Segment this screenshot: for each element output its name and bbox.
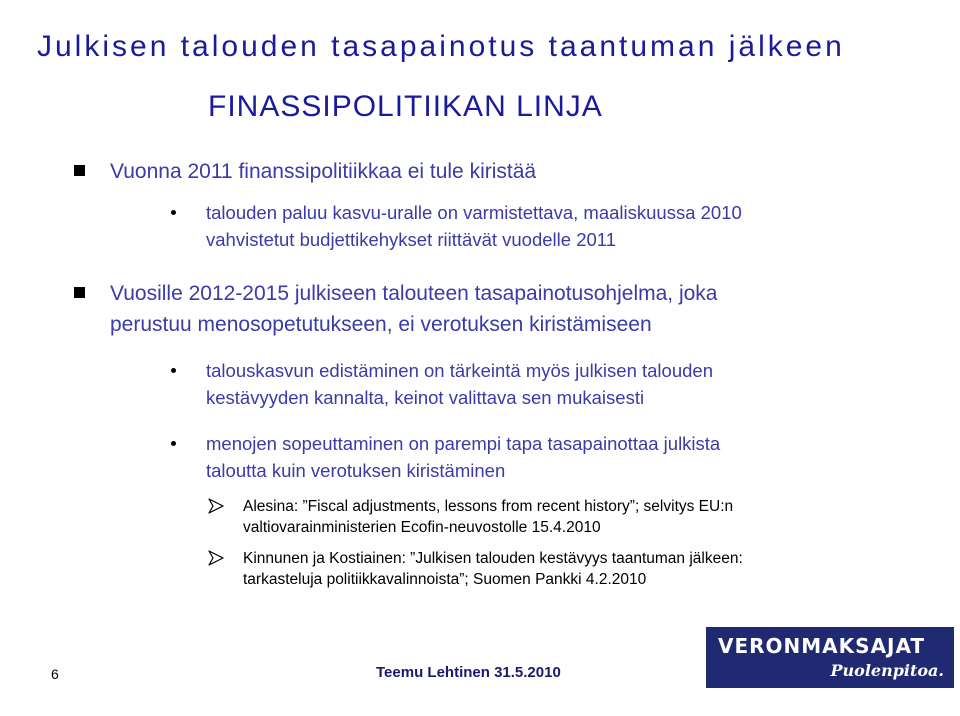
reference-2 (243, 548, 923, 590)
veronmaksajat-logo (706, 627, 954, 688)
slide-subtitle: FINASSIPOLITIIKAN LINJA (208, 90, 603, 123)
square-bullet-icon (74, 165, 85, 176)
round-bullet-icon (171, 210, 176, 215)
footer-author-date: Teemu Lehtinen 31.5.2010 (376, 664, 561, 681)
sub-bullet-2-2-line-1: menojen sopeuttaminen on parempi tapa tasapainottaa julkista (206, 433, 721, 454)
arrow-bullet-icon (207, 497, 225, 515)
sub-bullet-2-1-line-1: talouskasvun edistäminen on tärkeintä myös julkisen talouden (206, 360, 713, 381)
sub-bullet-2-1-line-2: kestävyyden kannalta, keinot valittava sen mukaisesti (206, 387, 645, 408)
round-bullet-icon (171, 368, 176, 373)
bullet-item-1-line-1: Vuonna 2011 finanssipolitiikkaa ei tule kiristää (110, 160, 537, 183)
sub-bullet-2-2-line-2: taloutta kuin verotuksen kiristäminen (206, 460, 506, 481)
sub-bullet-1-1-line-1: talouden paluu kasvu-uralle on varmistettava, maaliskuussa 2010 (206, 202, 742, 223)
slide-title: Julkisen talouden tasapainotus taantuman jälkeen (37, 30, 845, 63)
sub-bullet-1-1 (206, 199, 906, 253)
bullet-item-1 (110, 156, 890, 187)
reference-2-line-1: Kinnunen ja Kostiainen: ”Julkisen talouden kestävyys taantuman jälkeen: (243, 550, 743, 567)
bullet-item-2-line-1: Vuosille 2012-2015 julkiseen talouteen tasapainotusohjelma, joka (110, 282, 718, 305)
reference-1 (243, 496, 923, 538)
bullet-item-2 (110, 278, 890, 340)
logo-tagline: Puolenpitoa. (830, 661, 944, 680)
square-bullet-icon (74, 287, 85, 298)
sub-bullet-2-1 (206, 357, 906, 411)
reference-2-line-2: tarkasteluja politiikkavalinnoista”; Suomen Pankki 4.2.2010 (243, 571, 647, 588)
page-number: 6 (51, 666, 59, 682)
arrow-bullet-icon (207, 549, 225, 567)
reference-1-line-1: Alesina: ”Fiscal adjustments, lessons from recent history”; selvitys EU:n (243, 498, 734, 515)
logo-wordmark: VERONMAKSAJAT (718, 634, 926, 658)
reference-1-line-2: valtiovarainministerien Ecofin-neuvostolle 15.4.2010 (243, 519, 601, 536)
sub-bullet-1-1-line-2: vahvistetut budjettikehykset riittävät vuodelle 2011 (206, 229, 616, 250)
bullet-item-2-line-2: perustuu menosopetutukseen, ei verotuksen kiristämiseen (110, 313, 652, 336)
round-bullet-icon (171, 441, 176, 446)
sub-bullet-2-2 (206, 430, 906, 484)
